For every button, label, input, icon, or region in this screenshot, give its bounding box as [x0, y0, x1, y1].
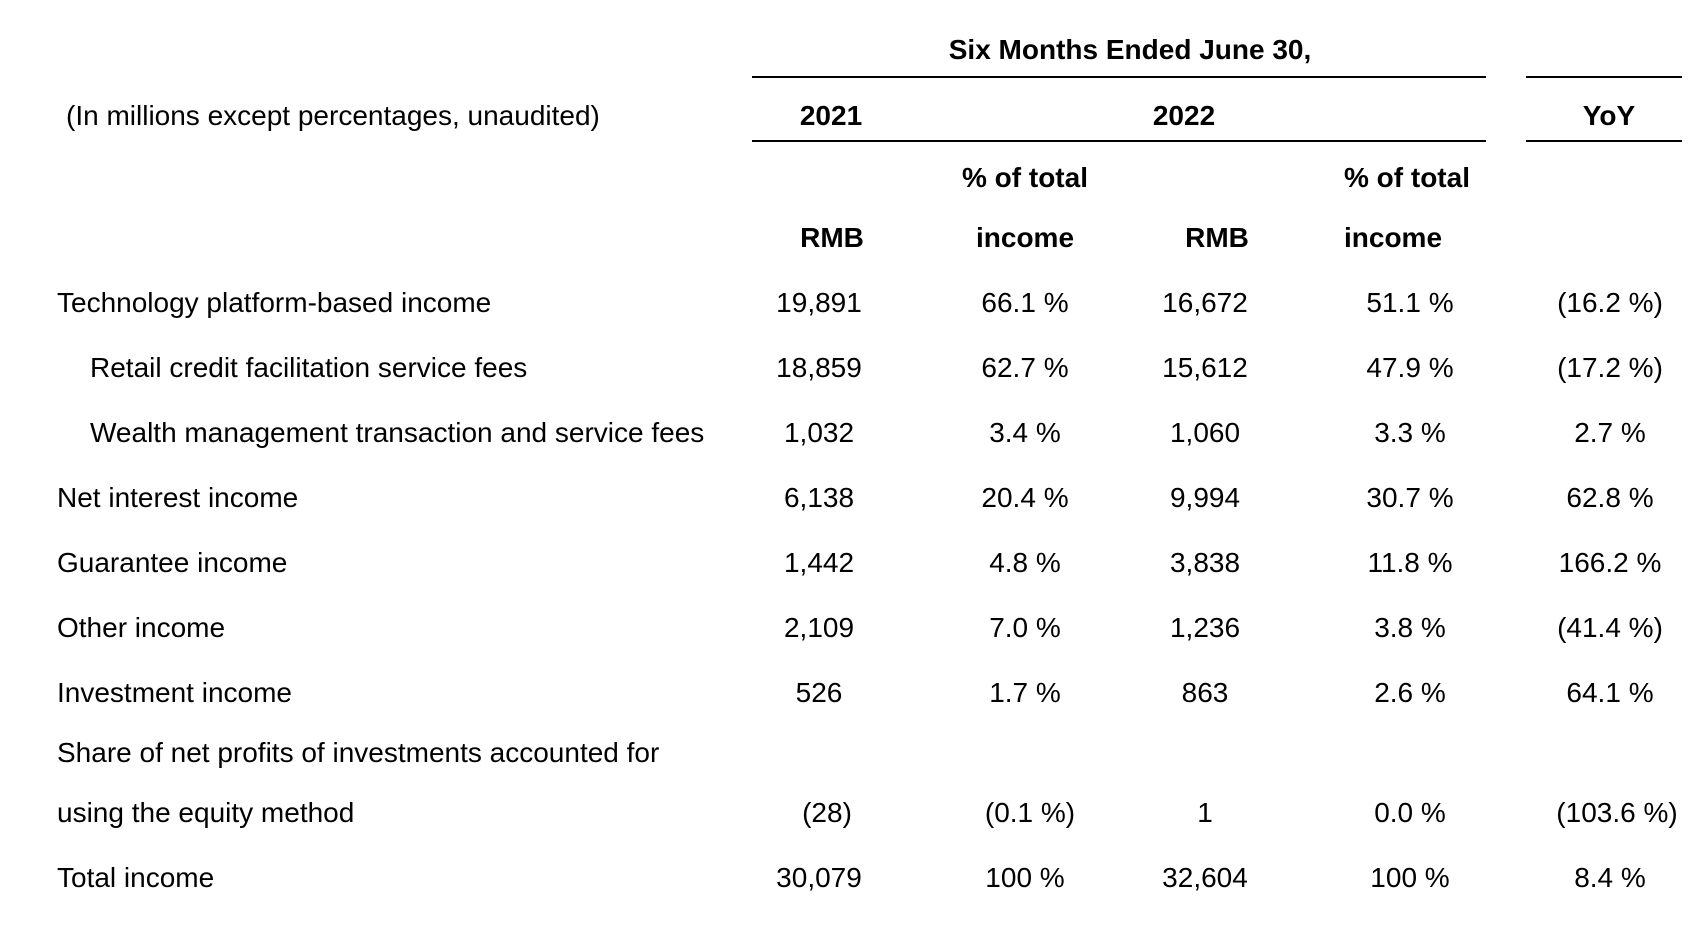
row-label-line2: using the equity method [57, 797, 355, 828]
cell-yoy: 64.1 % [1566, 677, 1654, 708]
pct-2021-header-line2: income [975, 222, 1075, 253]
rmb-2022-header: RMB [1185, 222, 1249, 253]
pct-2022-header-line2: income [1344, 222, 1443, 253]
cell-pct-2022: 3.8 % [1374, 612, 1446, 643]
row-label: Technology platform-based income [57, 287, 492, 318]
pct-2021-header-line1: % of total [962, 162, 1088, 193]
cell-rmb-2021: 18,859 [776, 352, 862, 383]
cell-pct-2021: 66.1 % [981, 287, 1069, 318]
cell-pct-2022: 3.3 % [1374, 417, 1446, 448]
row-label: Net interest income [57, 482, 299, 513]
units-note: (In millions except percentages, unaudited) [66, 100, 600, 131]
cell-pct-2022: 30.7 % [1366, 482, 1454, 513]
cell-yoy: (17.2 %) [1557, 352, 1663, 383]
cell-rmb-2021: 30,079 [776, 862, 862, 893]
cell-rmb-2022: 863 [1181, 677, 1229, 708]
year-rule [752, 140, 1486, 142]
cell-yoy: 166.2 % [1558, 547, 1662, 578]
row-label: Guarantee income [57, 547, 288, 578]
pct-2022-header-line1: % of total [1344, 162, 1470, 193]
cell-pct-2021: 7.0 % [989, 612, 1061, 643]
cell-pct-2022: 100 % [1370, 862, 1450, 893]
cell-yoy: 2.7 % [1574, 417, 1646, 448]
cell-rmb-2022: 16,672 [1162, 287, 1248, 318]
cell-rmb-2022: 1,060 [1169, 417, 1241, 448]
cell-pct-2021: 3.4 % [989, 417, 1061, 448]
cell-rmb-2022: 9,994 [1169, 482, 1241, 513]
rmb-2021-header: RMB [800, 222, 864, 253]
row-label: Wealth management transaction and service fees [90, 417, 705, 448]
cell-pct-2022: 47.9 % [1366, 352, 1454, 383]
cell-pct-2021: 20.4 % [981, 482, 1069, 513]
cell-rmb-2022: 1 [1197, 797, 1213, 828]
cell-pct-2021: 62.7 % [981, 352, 1069, 383]
cell-pct-2022: 51.1 % [1366, 287, 1454, 318]
row-label: Investment income [57, 677, 292, 708]
cell-yoy: (41.4 %) [1557, 612, 1663, 643]
cell-pct-2022: 11.8 % [1367, 547, 1453, 578]
row-label: Other income [57, 612, 226, 643]
yoy-rule [1526, 140, 1682, 142]
year-2022-header: 2022 [1152, 100, 1216, 131]
cell-pct-2022: 2.6 % [1374, 677, 1446, 708]
cell-yoy: (103.6 %) [1556, 797, 1678, 828]
cell-yoy: 62.8 % [1566, 482, 1654, 513]
cell-rmb-2022: 32,604 [1162, 862, 1248, 893]
yoy-header: YoY [1582, 100, 1636, 131]
cell-rmb-2022: 15,612 [1162, 352, 1248, 383]
cell-rmb-2021: 526 [795, 677, 843, 708]
cell-rmb-2021: 2,109 [783, 612, 855, 643]
cell-rmb-2021: 19,891 [776, 287, 862, 318]
cell-rmb-2021: 6,138 [783, 482, 855, 513]
cell-pct-2021: 1.7 % [989, 677, 1061, 708]
row-label: Retail credit facilitation service fees [90, 352, 528, 383]
period-rule [752, 76, 1486, 78]
cell-pct-2021: 100 % [985, 862, 1065, 893]
year-2021-header: 2021 [799, 100, 863, 131]
row-label: Total income [57, 862, 215, 893]
cell-rmb-2021: 1,442 [783, 547, 855, 578]
cell-pct-2021: (0.1 %) [984, 797, 1076, 828]
cell-rmb-2021: 1,032 [783, 417, 855, 448]
cell-rmb-2022: 1,236 [1169, 612, 1241, 643]
cell-yoy: 8.4 % [1574, 862, 1646, 893]
period-title: Six Months Ended June 30, [948, 34, 1312, 65]
cell-pct-2022: 0.0 % [1374, 797, 1446, 828]
cell-yoy: (16.2 %) [1557, 287, 1663, 318]
cell-rmb-2021: (28) [802, 797, 852, 828]
cell-pct-2021: 4.8 % [989, 547, 1061, 578]
cell-rmb-2022: 3,838 [1169, 547, 1241, 578]
yoy-top-rule [1526, 76, 1682, 78]
row-label-line1: Share of net profits of investments accounted for [57, 737, 660, 768]
